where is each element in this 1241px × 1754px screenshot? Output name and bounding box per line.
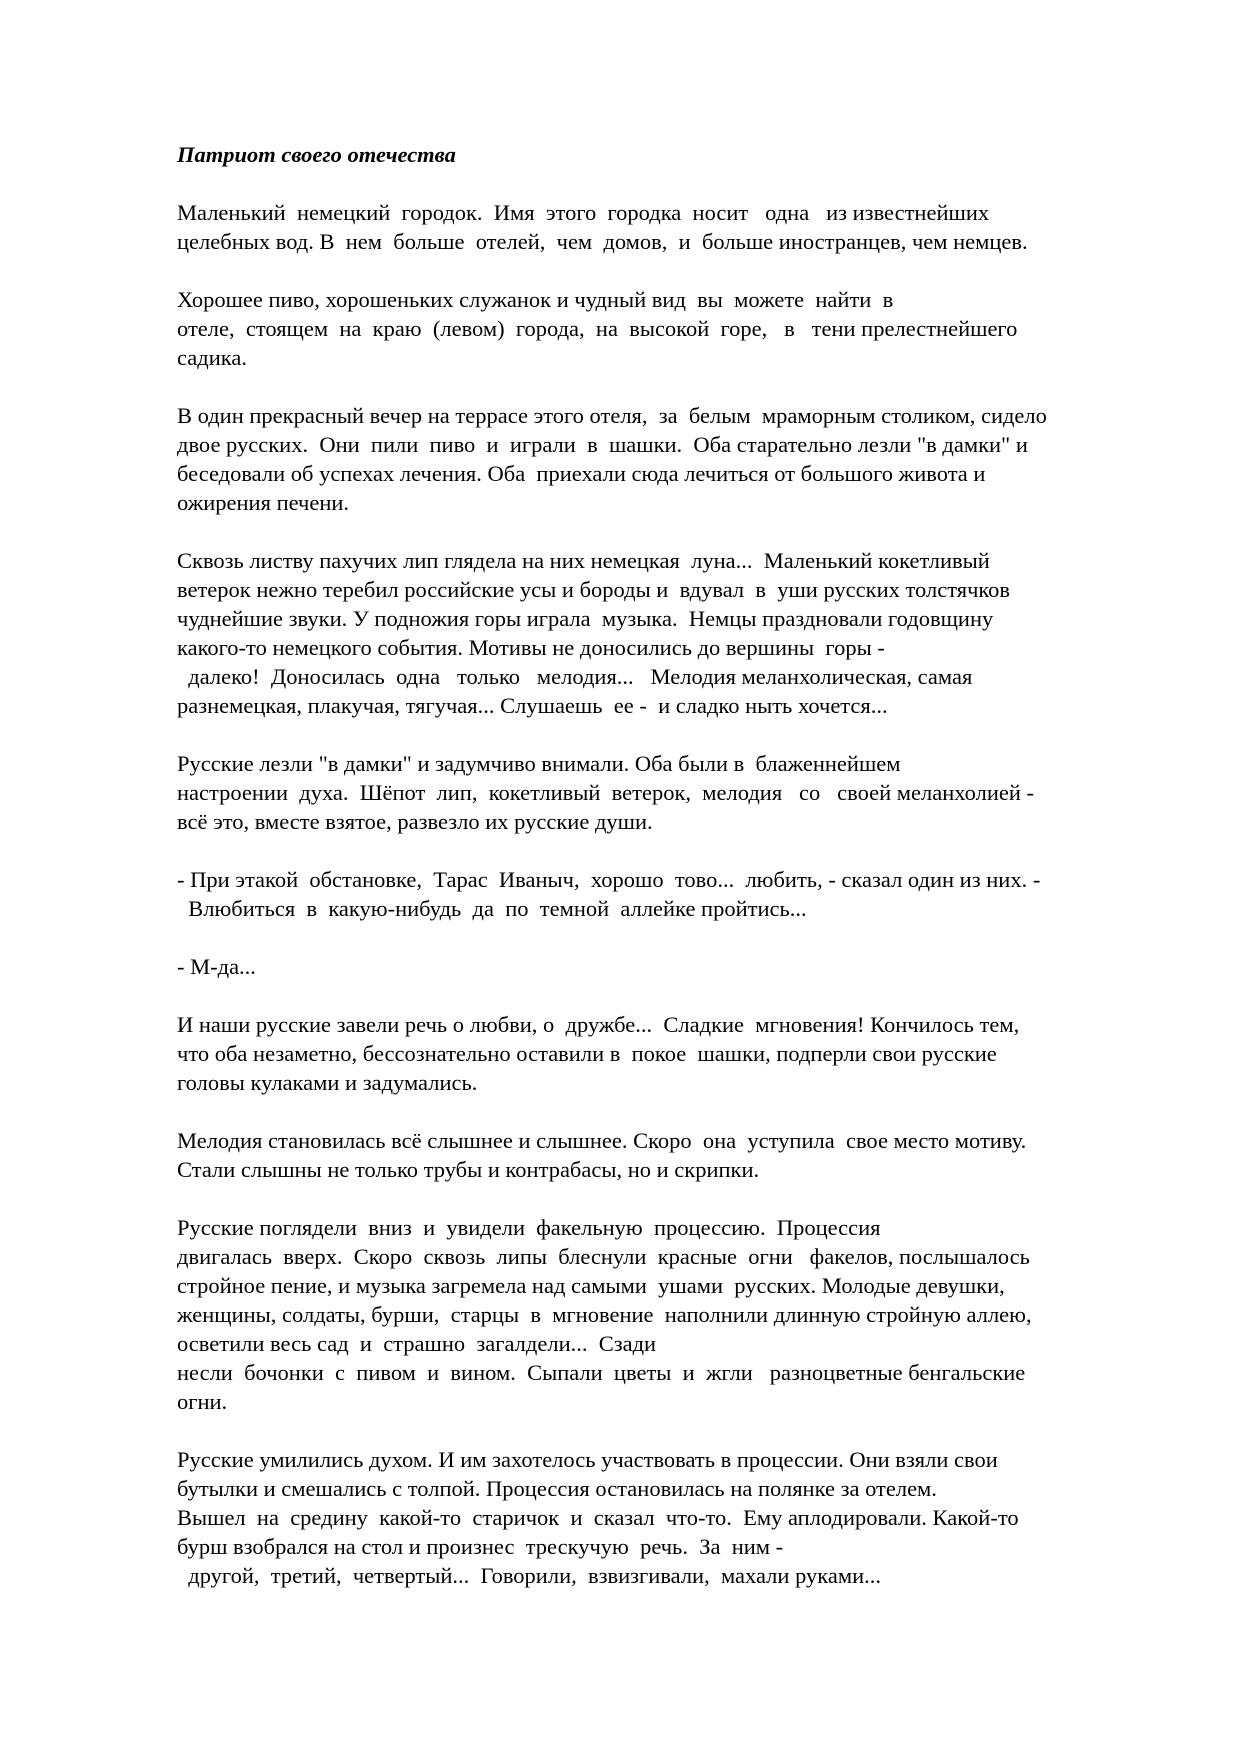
text-line: чуднейшие звуки. У подножия горы играла музыка. Немцы праздновали годовщину [177,606,994,631]
paragraph [177,865,1177,923]
text-line: осветили весь сад и страшно загалдели... Сзади [177,1331,657,1356]
paragraph [177,1010,1177,1097]
text-line: другой, третий, четвертый... Говорили, взвизгивали, махали руками... [177,1563,882,1588]
text-line: двое русских. Они пили пиво и играли в шашки. Оба старательно лезли "в дамки" и [177,432,1028,457]
text-line: садика. [177,345,247,370]
paragraph [177,1126,1177,1184]
paragraph [177,952,1177,981]
paragraph [177,1213,1177,1416]
text-line: ветерок нежно теребил российские усы и бороды и вдувал в уши русских толстячков [177,577,1011,602]
text-line: Сквозь листву пахучих лип глядела на них немецкая луна... Маленький кокетливый [177,548,990,573]
document-title: Патриот своего отечества [177,142,456,167]
text-line: Мелодия становилась всё слышнее и слышнее. Скоро она уступила свое место мотиву. [177,1128,1027,1153]
paragraph [177,285,1177,372]
text-line: всё это, вместе взятое, развезло их русские души. [177,809,653,834]
text-line: Стали слышны не только трубы и контрабасы, но и скрипки. [177,1157,760,1182]
text-line: - М-да... [177,954,256,979]
text-line: какого-то немецкого события. Мотивы не доносились до вершины горы - [177,635,885,660]
text-line: Вышел на средину какой-то старичок и сказал что-то. Ему аплодировали. Какой-то [177,1505,1019,1530]
document-body [177,198,1177,1590]
text-line: В один прекрасный вечер на террасе этого отеля, за белым мраморным столиком, сидело [177,403,1047,428]
paragraph [177,401,1177,517]
paragraph [177,198,1177,256]
text-line: далеко! Доносилась одна только мелодия... Мелодия меланхолическая, самая [177,664,973,689]
text-line: ожирения печени. [177,490,350,515]
paragraph [177,749,1177,836]
text-line: Влюбиться в какую-нибудь да по темной аллейке пройтись... [177,896,807,921]
paragraph [177,1445,1177,1590]
text-line: огни. [177,1389,228,1414]
text-line: отеле, стоящем на краю (левом) города, на высокой горе, в тени прелестнейшего [177,316,1018,341]
text-line: головы кулаками и задумались. [177,1070,478,1095]
paragraph [177,546,1177,720]
text-line: целебных вод. В нем больше отелей, чем домов, и больше иностранцев, чем немцев. [177,229,1028,254]
text-line: настроении духа. Шёпот лип, кокетливый ветерок, мелодия со своей меланхолией - [177,780,1035,805]
text-line: двигалась вверх. Скоро сквозь липы блеснули красные огни факелов, послышалось [177,1244,1030,1269]
text-line: Хорошее пиво, хорошеньких служанок и чудный вид вы можете найти в [177,287,894,312]
text-line: женщины, солдаты, бурши, старцы в мгновение наполнили длинную стройную аллею, [177,1302,1032,1327]
text-line: беседовали об успехах лечения. Оба приехали сюда лечиться от большого живота и [177,461,986,486]
text-line: - При этакой обстановке, Тарас Иваныч, хорошо тово... любить, - сказал один из них. - [177,867,1041,892]
text-line: Русские лезли "в дамки" и задумчиво внимали. Оба были в блаженнейшем [177,751,901,776]
document-page [177,140,1177,1619]
text-line: И наши русские завели речь о любви, о дружбе... Сладкие мгновения! Кончилось тем, [177,1012,1020,1037]
text-line: что оба незаметно, бессознательно оставили в покое шашки, подперли свои русские [177,1041,997,1066]
text-line: бутылки и смешались с толпой. Процессия остановилась на полянке за отелем. [177,1476,937,1501]
text-line: бурш взобрался на стол и произнес трескучую речь. За ним - [177,1534,784,1559]
text-line: разнемецкая, плакучая, тягучая... Слушаешь ее - и сладко ныть хочется... [177,693,888,718]
text-line: стройное пение, и музыка загремела над самыми ушами русских. Молодые девушки, [177,1273,1005,1298]
text-line: Русские поглядели вниз и увидели факельную процессию. Процессия [177,1215,881,1240]
text-line: несли бочонки с пивом и вином. Сыпали цветы и жгли разноцветные бенгальские [177,1360,1026,1385]
text-line: Маленький немецкий городок. Имя этого городка носит одна из известнейших [177,200,990,225]
text-line: Русские умилились духом. И им захотелось участвовать в процессии. Они взяли свои [177,1447,998,1472]
